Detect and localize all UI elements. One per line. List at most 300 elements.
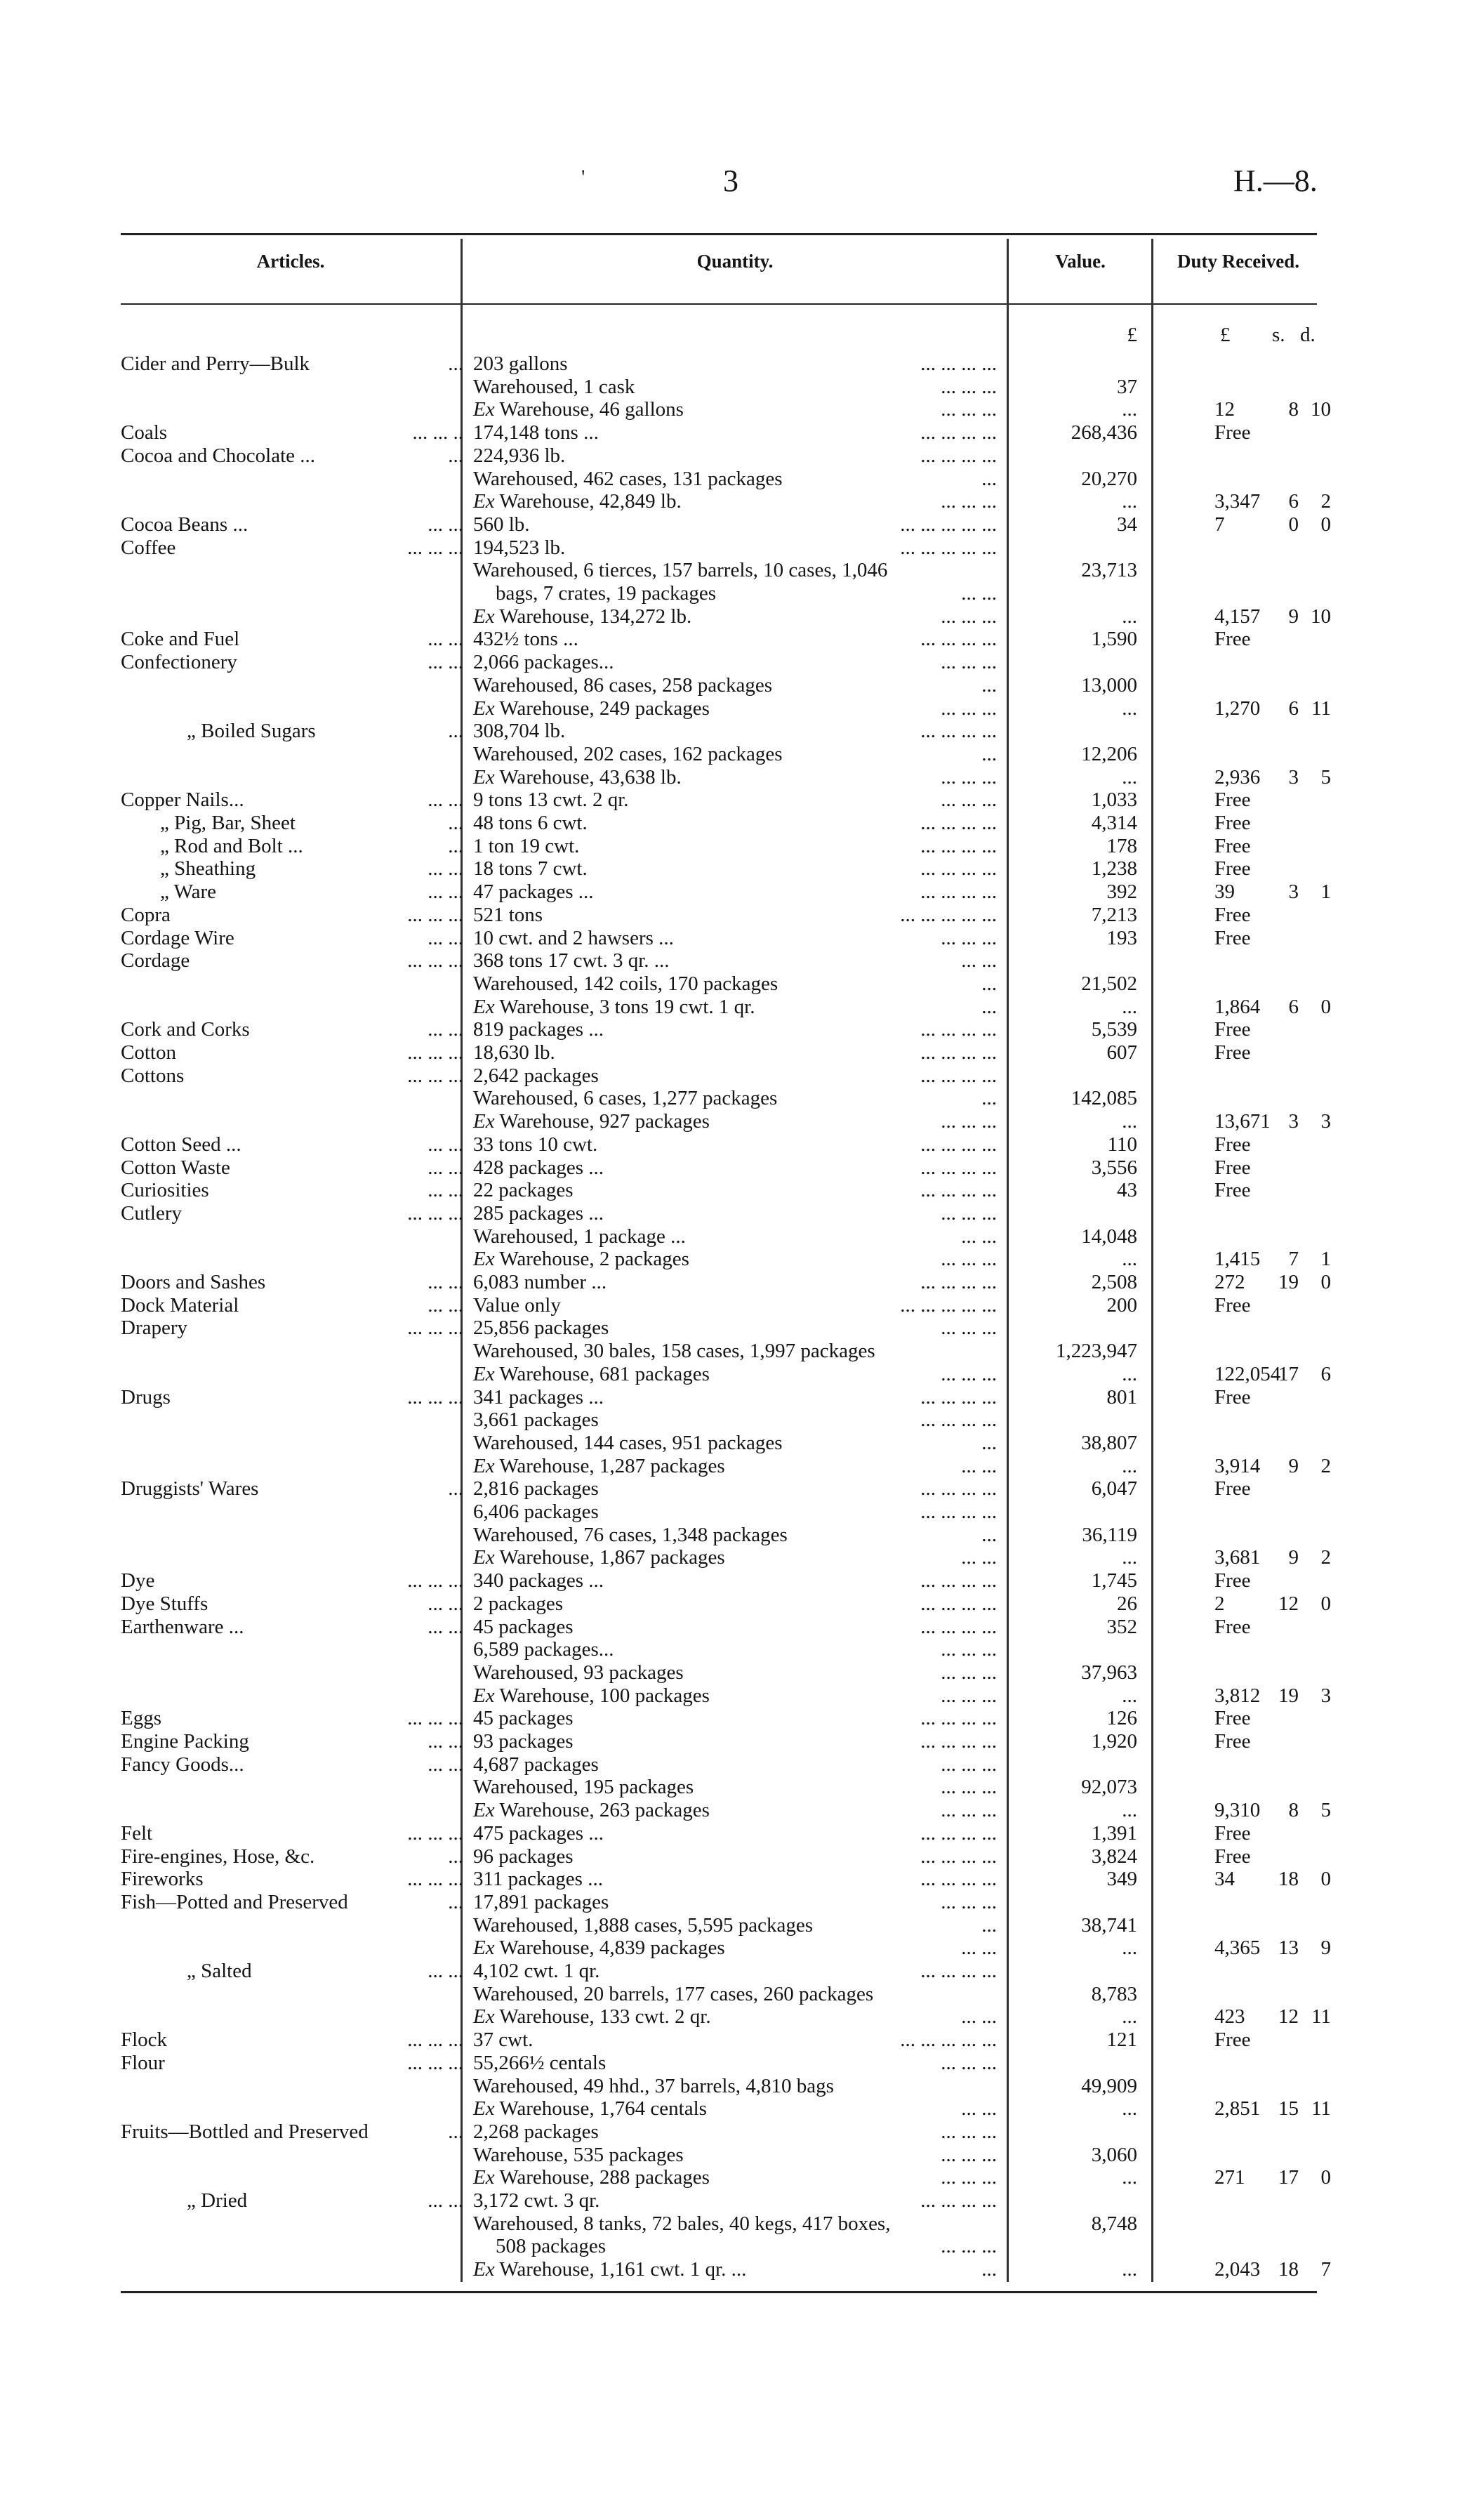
table-row <box>0 651 1484 674</box>
duty-pounds: Free <box>1214 421 1251 444</box>
quantity-text: 45 packages <box>473 1707 574 1729</box>
duty-pence: 3 <box>1320 1684 1331 1707</box>
duty-pence: 6 <box>1320 1363 1331 1385</box>
quantity-leader-dots: ... ... ... ... <box>920 1500 997 1523</box>
article-name: Fireworks <box>121 1868 204 1890</box>
quantity-leader-dots: ... ... ... <box>941 1776 997 1798</box>
article-leader-dots: ... <box>448 1845 463 1868</box>
article-leader-dots: ... ... <box>428 628 463 650</box>
value-cell: ... <box>1122 2166 1137 2189</box>
duty-pence: 11 <box>1311 2097 1331 2120</box>
value-cell: 14,048 <box>1081 1225 1137 1248</box>
value-cell: 1,391 <box>1091 1822 1137 1845</box>
duty-shillings: 6 <box>1288 697 1299 720</box>
article-leader-dots: ... ... ... <box>407 904 463 926</box>
article-leader-dots: ... ... <box>428 857 463 880</box>
quantity-leader-dots: ... ... ... ... <box>920 1477 997 1500</box>
table-row <box>0 1638 1484 1661</box>
duty-pounds: 12 <box>1214 398 1235 421</box>
table-row <box>0 1707 1484 1730</box>
article-name: Cider and Perry—Bulk <box>121 352 310 375</box>
quantity-text: Ex Warehouse, 43,638 lb. <box>473 766 682 789</box>
value-cell: 1,745 <box>1091 1569 1137 1592</box>
table-row <box>0 1018 1484 1041</box>
table-row <box>0 1776 1484 1799</box>
value-cell: ... <box>1122 1684 1137 1707</box>
table-row <box>0 996 1484 1019</box>
table-row <box>0 1983 1484 2006</box>
quantity-text: 475 packages ... <box>473 1822 604 1845</box>
article-leader-dots: ... ... ... <box>407 1317 463 1339</box>
value-cell: 8,748 <box>1091 2212 1137 2235</box>
quantity-text: 47 packages ... <box>473 880 594 903</box>
duty-pounds: Free <box>1214 628 1251 650</box>
quantity-text: 2,066 packages... <box>473 651 614 673</box>
value-cell: ... <box>1122 2005 1137 2028</box>
duty-pounds: Free <box>1214 1730 1251 1753</box>
duty-pounds: Free <box>1214 1133 1251 1156</box>
article-name: Felt <box>121 1822 153 1845</box>
quantity-leader-dots: ... ... ... <box>941 1110 997 1133</box>
value-cell: 3,556 <box>1091 1156 1137 1179</box>
value-cell: 607 <box>1106 1041 1137 1064</box>
article-name: Doors and Sashes <box>121 1271 266 1293</box>
quantity-text: 203 gallons <box>473 352 568 375</box>
duty-pence: 7 <box>1320 2258 1331 2281</box>
quantity-leader-dots: ... <box>981 1914 997 1937</box>
article-name: Dye Stuffs <box>121 1592 208 1615</box>
duty-shillings: 17 <box>1278 2166 1299 2189</box>
quantity-leader-dots: ... ... <box>961 1455 997 1477</box>
article-subitem: „ Pig, Bar, Sheet <box>160 812 296 834</box>
quantity-text: Ex Warehouse, 1,764 centals <box>473 2097 707 2120</box>
quantity-text: 4,102 cwt. 1 qr. <box>473 1960 600 1982</box>
table-row <box>0 468 1484 491</box>
table-top-rule <box>121 233 1317 235</box>
value-cell: ... <box>1122 2258 1137 2281</box>
table-row <box>0 1616 1484 1639</box>
table-row <box>0 1569 1484 1592</box>
duty-pounds: Free <box>1214 789 1251 811</box>
article-leader-dots: ... ... <box>428 1271 463 1293</box>
value-cell: 92,073 <box>1081 1776 1137 1798</box>
article-name: Flock <box>121 2029 168 2051</box>
article-name: Copra <box>121 904 171 926</box>
table-row <box>0 1317 1484 1340</box>
duty-pounds: 2,936 <box>1214 766 1261 789</box>
quantity-text: Ex Warehouse, 3 tons 19 cwt. 1 qr. <box>473 996 755 1018</box>
duty-shillings: 6 <box>1288 996 1299 1018</box>
duty-shillings: 12 <box>1278 1592 1299 1615</box>
value-cell: ... <box>1122 1937 1137 1959</box>
table-row <box>0 1064 1484 1088</box>
table-row <box>0 1868 1484 1891</box>
table-row <box>0 1248 1484 1271</box>
duty-pounds: Free <box>1214 1845 1251 1868</box>
quantity-text: 6,589 packages... <box>473 1638 614 1661</box>
quantity-text: 224,936 lb. <box>473 444 566 467</box>
article-name: Cordage <box>121 949 190 972</box>
table-row <box>0 1271 1484 1294</box>
value-cell: 1,590 <box>1091 628 1137 650</box>
table-row <box>0 376 1484 399</box>
quantity-text: Warehoused, 20 barrels, 177 cases, 260 packages <box>473 1983 874 2005</box>
article-leader-dots: ... ... <box>428 1730 463 1753</box>
quantity-text: 341 packages ... <box>473 1386 604 1409</box>
duty-pounds: Free <box>1214 835 1251 857</box>
quantity-text: 2,642 packages <box>473 1064 599 1087</box>
article-name: Dye <box>121 1569 155 1592</box>
duty-pounds: 4,365 <box>1214 1937 1261 1959</box>
value-cell: 126 <box>1106 1707 1137 1729</box>
table-row <box>0 949 1484 972</box>
quantity-leader-dots: ... ... ... ... <box>920 1018 997 1041</box>
article-leader-dots: ... <box>448 2120 463 2143</box>
value-cell: 1,033 <box>1091 789 1137 811</box>
article-name: Dock Material <box>121 1294 239 1317</box>
table-row <box>0 1546 1484 1569</box>
duty-pounds: Free <box>1214 2029 1251 2051</box>
quantity-leader-dots: ... ... ... <box>941 1753 997 1776</box>
value-cell: ... <box>1122 1248 1137 1270</box>
duty-pence: 2 <box>1320 1546 1331 1569</box>
quantity-text: 174,148 tons ... <box>473 421 599 444</box>
duty-pounds: 4,157 <box>1214 605 1261 628</box>
duty-pounds: Free <box>1214 1569 1251 1592</box>
duty-shillings: 19 <box>1278 1271 1299 1293</box>
article-subitem: „ Boiled Sugars <box>187 720 316 742</box>
page-number: 3 <box>723 164 738 198</box>
quantity-text: 93 packages <box>473 1730 574 1753</box>
quantity-leader-dots: ... ... ... ... <box>920 1592 997 1615</box>
quantity-text: 18 tons 7 cwt. <box>473 857 588 880</box>
article-leader-dots: ... ... ... <box>407 1041 463 1064</box>
quantity-leader-dots: ... ... ... <box>941 1317 997 1339</box>
currency-row <box>0 324 1484 347</box>
table-row <box>0 1409 1484 1432</box>
article-leader-dots: ... ... <box>428 1156 463 1179</box>
quantity-leader-dots: ... ... ... ... ... <box>900 904 997 926</box>
article-leader-dots: ... ... <box>428 880 463 903</box>
quantity-leader-dots: ... ... ... ... <box>920 1156 997 1179</box>
quantity-text: 4,687 packages <box>473 1753 599 1776</box>
table-row <box>0 1477 1484 1500</box>
quantity-text: 45 packages <box>473 1616 574 1638</box>
article-name: Drapery <box>121 1317 188 1339</box>
table-row <box>0 2144 1484 2167</box>
quantity-text: 2 packages <box>473 1592 564 1615</box>
table-row <box>0 2212 1484 2236</box>
table-row <box>0 536 1484 560</box>
quantity-leader-dots: ... <box>981 674 997 697</box>
pence-label: d. <box>1300 324 1316 346</box>
duty-pounds: Free <box>1214 904 1251 926</box>
quantity-leader-dots: ... ... ... ... <box>920 1616 997 1638</box>
table-row <box>0 1730 1484 1753</box>
quantity-leader-dots: ... ... ... ... ... <box>900 513 997 536</box>
article-name: Curiosities <box>121 1179 209 1201</box>
quantity-text: Ex Warehouse, 1,287 packages <box>473 1455 725 1477</box>
table-row <box>0 559 1484 582</box>
table-row <box>0 1179 1484 1202</box>
quantity-text: 6,406 packages <box>473 1500 599 1523</box>
quantity-leader-dots: ... ... <box>961 2097 997 2120</box>
article-name: Cordage Wire <box>121 927 234 949</box>
table-row <box>0 674 1484 697</box>
quantity-leader-dots: ... ... ... ... <box>920 835 997 857</box>
duty-shillings: 8 <box>1288 1799 1299 1821</box>
table-row <box>0 1087 1484 1110</box>
article-leader-dots: ... ... ... <box>407 2052 463 2074</box>
quantity-leader-dots: ... ... ... <box>941 2144 997 2166</box>
duty-pounds: Free <box>1214 1477 1251 1500</box>
column-header-quantity: Quantity. <box>696 251 774 272</box>
quantity-leader-dots: ... ... ... <box>941 398 997 421</box>
duty-pounds: 2 <box>1214 1592 1225 1615</box>
value-cell: 38,741 <box>1081 1914 1137 1937</box>
table-row <box>0 1041 1484 1064</box>
table-row <box>0 880 1484 904</box>
article-leader-dots: ... ... ... <box>407 1064 463 1087</box>
table-row <box>0 490 1484 513</box>
value-cell: 2,508 <box>1091 1271 1137 1293</box>
quantity-leader-dots: ... ... ... ... <box>920 1271 997 1293</box>
duty-pounds: 3,347 <box>1214 490 1261 513</box>
quantity-text: 819 packages ... <box>473 1018 604 1041</box>
duty-pounds: 272 <box>1214 1271 1245 1293</box>
table-row <box>0 1455 1484 1478</box>
duty-pounds: Free <box>1214 1156 1251 1179</box>
duty-pence: 1 <box>1320 1248 1331 1270</box>
value-cell: ... <box>1122 1546 1137 1569</box>
column-header-duty: Duty Received. <box>1177 251 1299 272</box>
duty-pounds: 1,270 <box>1214 697 1261 720</box>
duty-pence: 10 <box>1311 398 1331 421</box>
article-name: Cork and Corks <box>121 1018 250 1041</box>
article-name: Engine Packing <box>121 1730 249 1753</box>
quantity-text: 428 packages ... <box>473 1156 604 1179</box>
quantity-text: Warehoused, 144 cases, 951 packages <box>473 1432 783 1454</box>
table-row <box>0 2258 1484 2281</box>
article-leader-dots: ... ... <box>428 1294 463 1317</box>
quantity-leader-dots: ... ... ... ... <box>920 812 997 834</box>
duty-pounds: 122,054 <box>1214 1363 1281 1385</box>
duty-currency: £ <box>1220 324 1231 346</box>
article-leader-dots: ... ... ... <box>407 1386 463 1409</box>
table-row <box>0 513 1484 536</box>
value-cell: 13,000 <box>1081 674 1137 697</box>
duty-shillings: 3 <box>1288 766 1299 789</box>
quantity-leader-dots: ... ... <box>961 2005 997 2028</box>
quantity-leader-dots: ... <box>981 468 997 490</box>
quantity-leader-dots: ... <box>981 996 997 1018</box>
table-bottom-rule <box>121 2291 1317 2293</box>
header-mark: ' <box>581 166 585 189</box>
quantity-text: Warehoused, 1 package ... <box>473 1225 686 1248</box>
table-row <box>0 2029 1484 2052</box>
article-leader-dots: ... ... <box>428 1753 463 1776</box>
table-row <box>0 697 1484 720</box>
duty-pounds: 7 <box>1214 513 1225 536</box>
article-name: Earthenware ... <box>121 1616 244 1638</box>
duty-shillings: 19 <box>1278 1684 1299 1707</box>
value-cell: ... <box>1122 996 1137 1018</box>
quantity-text: 2,816 packages <box>473 1477 599 1500</box>
article-leader-dots: ... ... <box>428 1616 463 1638</box>
article-leader-dots: ... <box>448 835 463 857</box>
table-row <box>0 1340 1484 1363</box>
quantity-leader-dots: ... ... <box>961 1225 997 1248</box>
article-name: Flour <box>121 2052 165 2074</box>
quantity-leader-dots: ... ... ... <box>941 605 997 628</box>
quantity-text: Ex Warehouse, 288 packages <box>473 2166 710 2189</box>
article-leader-dots: ... <box>448 444 463 467</box>
quantity-text: 33 tons 10 cwt. <box>473 1133 598 1156</box>
duty-pounds: 13,671 <box>1214 1110 1271 1133</box>
quantity-leader-dots: ... ... ... <box>941 1638 997 1661</box>
value-cell: 801 <box>1106 1386 1137 1409</box>
quantity-leader-dots: ... ... ... ... <box>920 880 997 903</box>
quantity-text: 308,704 lb. <box>473 720 566 742</box>
article-name: Fire-engines, Hose, &c. <box>121 1845 315 1868</box>
article-name: Coke and Fuel <box>121 628 240 650</box>
duty-pounds: 1,415 <box>1214 1248 1261 1270</box>
table-row <box>0 1202 1484 1225</box>
quantity-leader-dots: ... ... ... <box>941 2120 997 2143</box>
quantity-text: Ex Warehouse, 134,272 lb. <box>473 605 692 628</box>
quantity-leader-dots: ... ... ... <box>941 651 997 673</box>
quantity-leader-dots: ... ... ... ... <box>920 1707 997 1729</box>
article-leader-dots: ... ... ... <box>407 1868 463 1890</box>
value-cell: 34 <box>1117 513 1137 536</box>
table-row <box>0 1363 1484 1386</box>
quantity-text: 1 ton 19 cwt. <box>473 835 580 857</box>
duty-pence: 5 <box>1320 766 1331 789</box>
table-row <box>0 1753 1484 1776</box>
duty-shillings: 13 <box>1278 1937 1299 1959</box>
value-cell: ... <box>1122 490 1137 513</box>
quantity-leader-dots: ... ... ... ... <box>920 1386 997 1409</box>
quantity-text: 560 lb. <box>473 513 530 536</box>
value-currency: £ <box>1127 324 1137 346</box>
quantity-text: 368 tons 17 cwt. 3 qr. ... <box>473 949 670 972</box>
table-row <box>0 1937 1484 1960</box>
duty-pounds: Free <box>1214 1707 1251 1729</box>
quantity-leader-dots: ... ... ... <box>941 376 997 398</box>
value-cell: 37,963 <box>1081 1661 1137 1684</box>
table-row <box>0 1891 1484 1914</box>
duty-pounds: Free <box>1214 1179 1251 1201</box>
quantity-leader-dots: ... ... ... <box>941 1363 997 1385</box>
document-id: H.—8. <box>1233 164 1318 198</box>
quantity-text: 521 tons <box>473 904 543 926</box>
article-leader-dots: ... <box>448 1477 463 1500</box>
quantity-continuation: bags, 7 crates, 19 packages <box>496 582 717 605</box>
duty-pounds: Free <box>1214 1041 1251 1064</box>
value-cell: 121 <box>1106 2029 1137 2051</box>
quantity-leader-dots: ... ... <box>961 582 997 605</box>
value-cell: ... <box>1122 2097 1137 2120</box>
quantity-leader-dots: ... ... <box>961 1546 997 1569</box>
quantity-leader-dots: ... ... ... <box>941 1891 997 1913</box>
table-row <box>0 904 1484 927</box>
quantity-leader-dots: ... ... ... <box>941 2235 997 2257</box>
quantity-leader-dots: ... ... ... <box>941 1248 997 1270</box>
article-name: Cocoa and Chocolate ... <box>121 444 316 467</box>
value-cell: ... <box>1122 697 1137 720</box>
value-cell: 3,824 <box>1091 1845 1137 1868</box>
duty-shillings: 9 <box>1288 1455 1299 1477</box>
quantity-text: 48 tons 6 cwt. <box>473 812 588 834</box>
article-subitem: „ Ware <box>160 880 217 903</box>
table-row <box>0 766 1484 789</box>
duty-pence: 9 <box>1320 1937 1331 1959</box>
article-name: Fancy Goods... <box>121 1753 244 1776</box>
duty-pence: 0 <box>1320 996 1331 1018</box>
duty-pounds: Free <box>1214 1616 1251 1638</box>
duty-pence: 0 <box>1320 2166 1331 2189</box>
quantity-leader-dots: ... ... ... ... <box>920 857 997 880</box>
column-header-value: Value. <box>1055 251 1106 272</box>
article-name: Cotton Seed ... <box>121 1133 241 1156</box>
quantity-text: 96 packages <box>473 1845 574 1868</box>
quantity-leader-dots: ... <box>981 1432 997 1454</box>
quantity-leader-dots: ... ... ... ... <box>920 1041 997 1064</box>
duty-pounds: Free <box>1214 1822 1251 1845</box>
article-leader-dots: ... ... ... <box>407 2029 463 2051</box>
quantity-leader-dots: ... ... ... <box>941 490 997 513</box>
article-subitem: „ Salted <box>187 1960 252 1982</box>
quantity-text: Value only <box>473 1294 561 1317</box>
value-cell: 3,060 <box>1091 2144 1137 2166</box>
article-name: Cotton Waste <box>121 1156 230 1179</box>
quantity-text: 194,523 lb. <box>473 536 566 559</box>
value-cell: 392 <box>1106 880 1137 903</box>
duty-pounds: Free <box>1214 857 1251 880</box>
duty-pounds: 2,851 <box>1214 2097 1261 2120</box>
article-leader-dots: ... <box>448 812 463 834</box>
table-row <box>0 1225 1484 1248</box>
article-leader-dots: ... ... ... <box>407 1202 463 1225</box>
quantity-text: Warehoused, 202 cases, 162 packages <box>473 743 783 765</box>
duty-pounds: Free <box>1214 1294 1251 1317</box>
table-row <box>0 582 1484 605</box>
table-row <box>0 444 1484 468</box>
article-subitem: „ Dried <box>187 2189 248 2212</box>
quantity-text: Ex Warehouse, 263 packages <box>473 1799 710 1821</box>
quantity-text: Ex Warehouse, 1,867 packages <box>473 1546 725 1569</box>
quantity-leader-dots: ... <box>981 743 997 765</box>
quantity-leader-dots: ... ... ... <box>941 766 997 789</box>
quantity-text: Ex Warehouse, 1,161 cwt. 1 qr. ... <box>473 2258 747 2281</box>
table-row <box>0 1914 1484 1937</box>
duty-pence: 2 <box>1320 490 1331 513</box>
value-cell: 12,206 <box>1081 743 1137 765</box>
duty-pounds: 9,310 <box>1214 1799 1261 1821</box>
quantity-leader-dots: ... ... ... ... <box>920 628 997 650</box>
value-cell: 178 <box>1106 835 1137 857</box>
article-name: Coals <box>121 421 168 444</box>
duty-pounds: 423 <box>1214 2005 1245 2028</box>
duty-pounds: 34 <box>1214 1868 1235 1890</box>
quantity-leader-dots: ... ... ... ... <box>920 421 997 444</box>
table-row <box>0 1294 1484 1317</box>
quantity-text: 9 tons 13 cwt. 2 qr. <box>473 789 629 811</box>
article-leader-dots: ... ... <box>428 651 463 673</box>
value-cell: 193 <box>1106 927 1137 949</box>
article-leader-dots: ... ... <box>428 1960 463 1982</box>
table-row <box>0 2005 1484 2029</box>
